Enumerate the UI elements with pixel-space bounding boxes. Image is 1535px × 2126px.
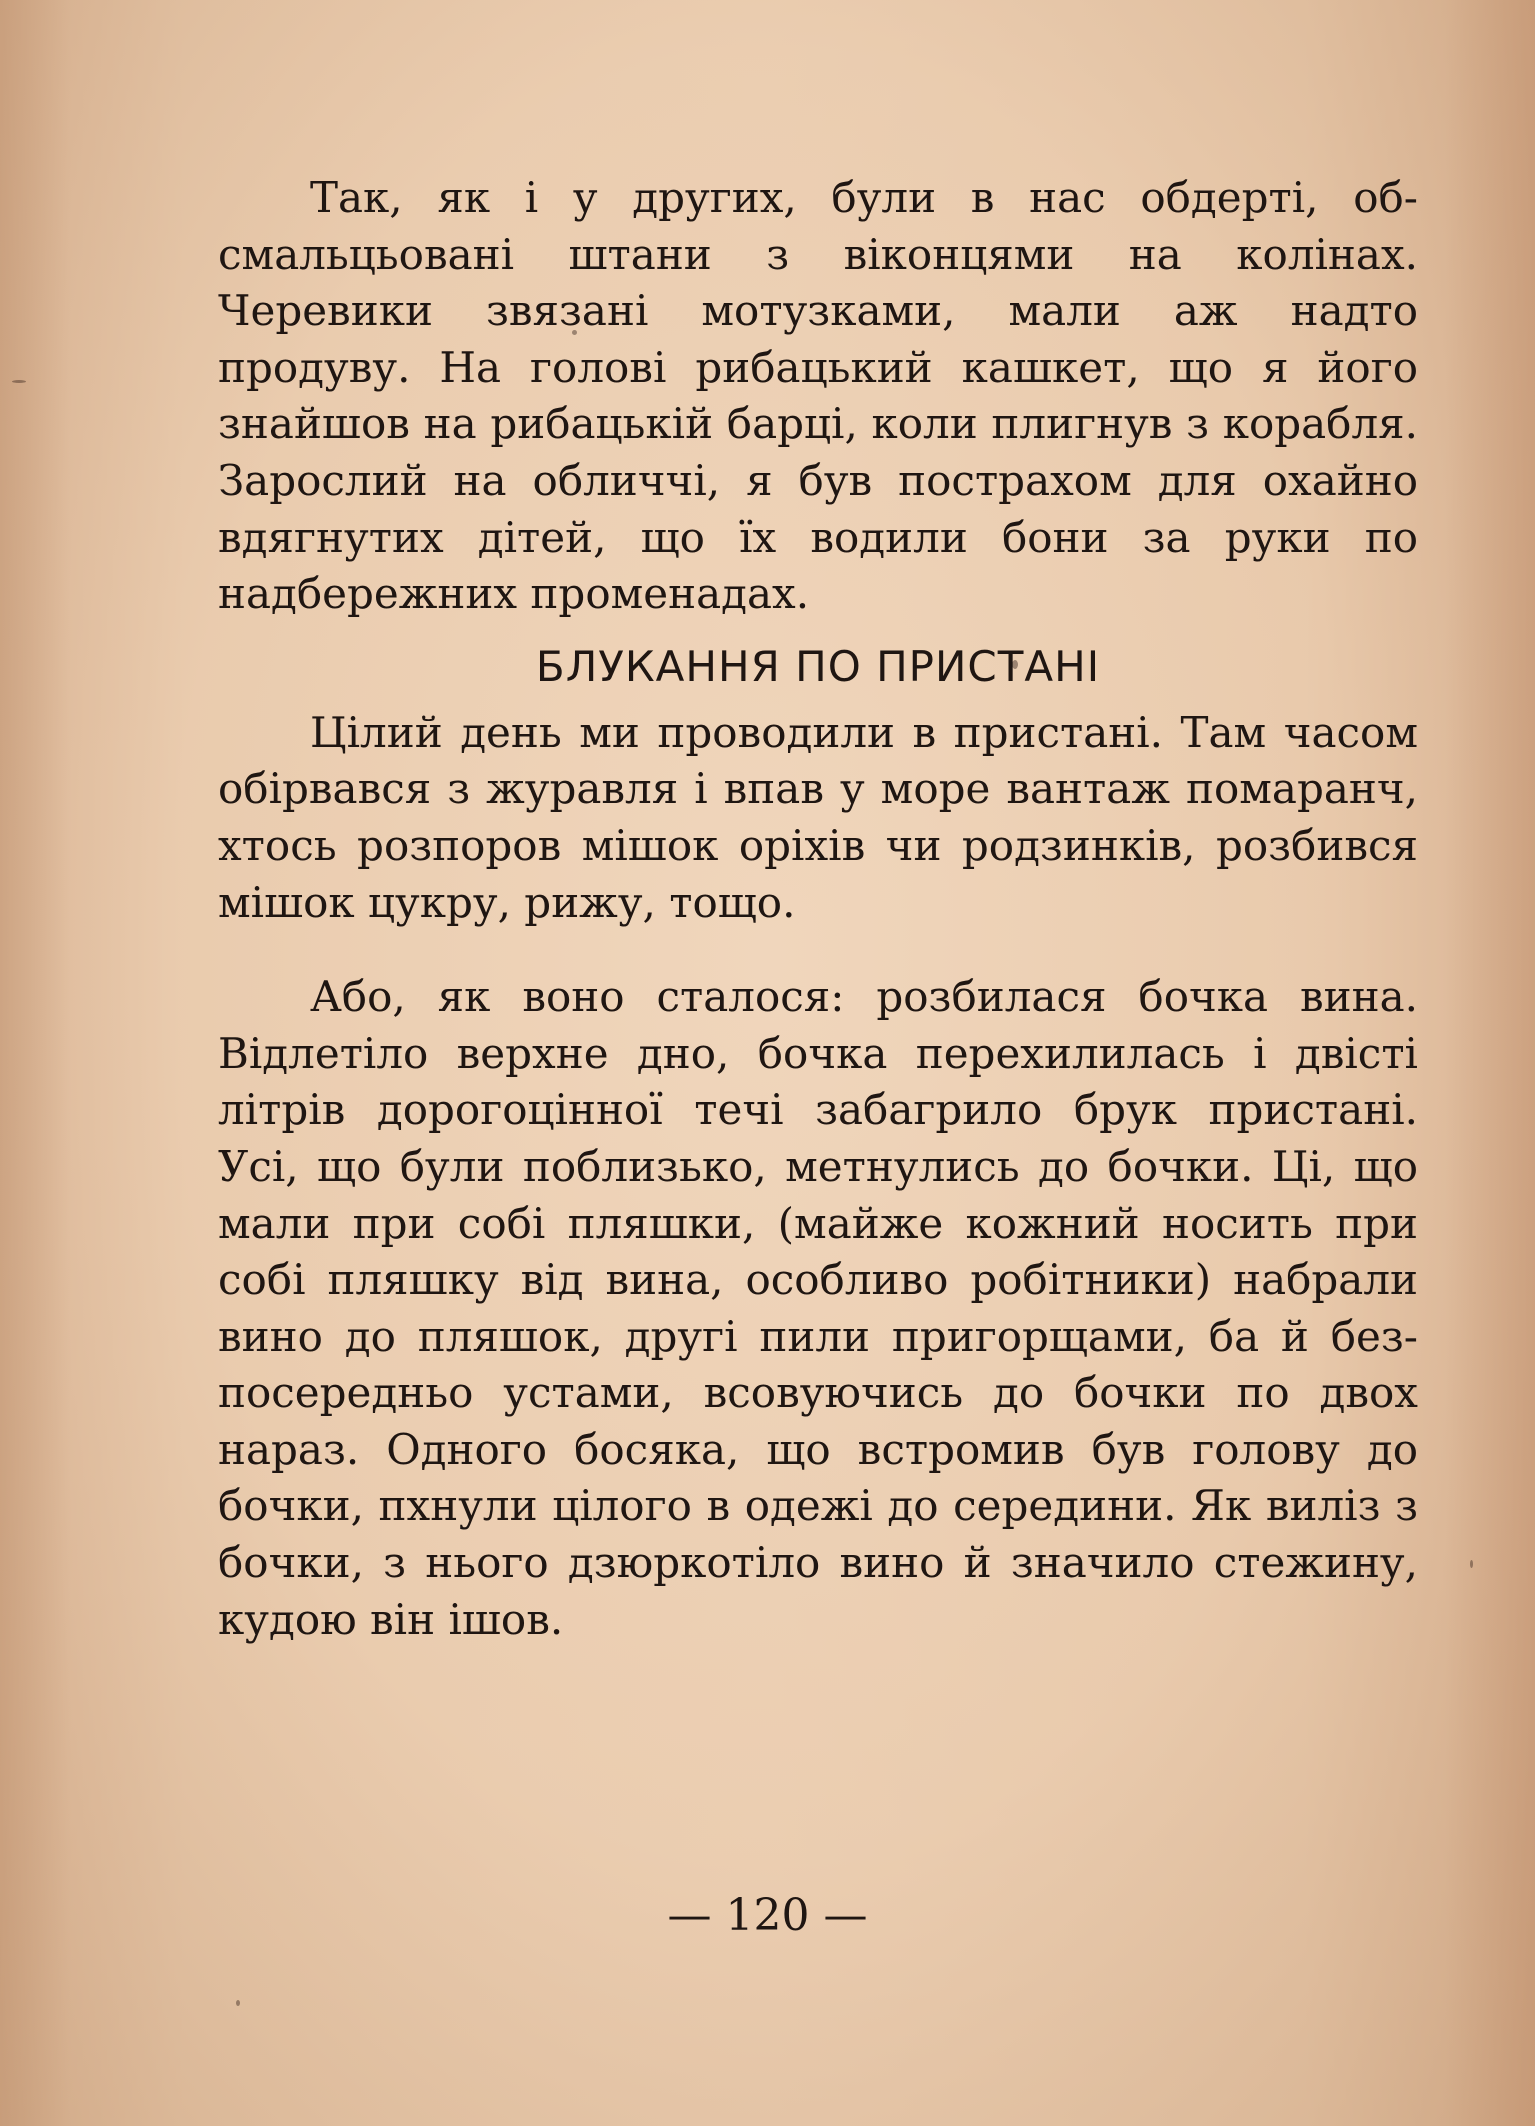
page-number: — 120 — xyxy=(667,1890,868,1941)
page-edge-shadow-left xyxy=(0,0,70,2126)
body-text xyxy=(218,170,1418,1648)
paragraph-gap xyxy=(218,931,1418,969)
paragraph: Так, як і у других, були в нас обдерті, обсмальцьовані штани з віконцями на колінах. Черевики звязані мотузками, мали аж надто продуву. На голові рибацький кашкет, що я його знайшов на рибацькій барці, коли плигнув з корабля. Зарослий на обличчі, я був пострахом для охайно вдягнутих дітей, що їх водили бони за руки по надбережних променадах. xyxy=(218,173,1418,619)
page-edge-shadow-right xyxy=(1445,0,1535,2126)
paper-speck xyxy=(1470,1560,1473,1568)
paper-speck xyxy=(236,2000,240,2006)
paragraph: Цілий день ми проводили в пристані. Там часом обірвався з журавля і впав у море вантаж помаранч, хтось розпоров мішок оріхів чи родзинків, розбився мішок цукру, рижу, тощо. xyxy=(218,707,1418,927)
paper-speck xyxy=(12,380,26,383)
section-heading: БЛУКАННЯ ПО ПРИСТАНІ xyxy=(535,641,1101,691)
paragraph: Або, як воно сталося: розбилася бочка вина. Відлетіло верхне дно, бочка перехилилась і двісті літрів дорогоцінної течі забагрило брук пристані. Усі, що були поблизько, метнулись до бочки. Ці, що мали при собі пляшки, (майже кожний носить при собі пляшку від вина, особливо робітники) набрали вино до пляшок, другі пили пригорщами, ба й безпосередньо устами, всовуючись до бочки по двох нараз. Одного босяка, що встромив був голову до бочки, пхнули цілого в одежі до середини. Як виліз з бочки, з нього дзюркотіло вино й значило стежину, кудою він ішов. xyxy=(218,972,1418,1644)
